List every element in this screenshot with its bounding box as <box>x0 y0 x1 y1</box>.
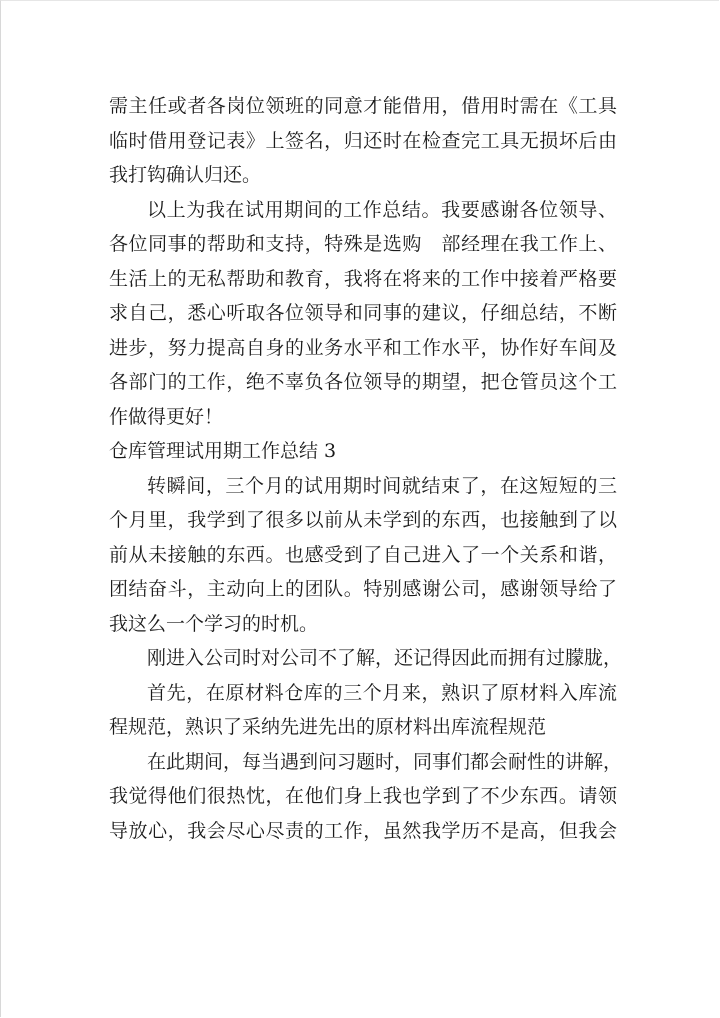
text-line: 各位同事的帮助和支持，特殊是选购 部经理在我工作上、 <box>109 233 617 255</box>
document-body <box>109 89 623 848</box>
text-line: 以上为我在试用期间的工作总结。我要感谢各位领导、 <box>147 198 617 221</box>
text-line: 首先，在原材料仓库的三个月来，熟识了原材料入库流 <box>147 681 617 704</box>
section-heading-text: 仓库管理试用期工作总结 3 <box>109 440 337 462</box>
text-line: 作做得更好！ <box>109 405 224 428</box>
text-line: 程规范，熟识了采纳先进先出的原材料出库流程规范 <box>109 716 547 738</box>
text-line: 生活上的无私帮助和教育，我将在将来的工作中接着严格要 <box>109 267 617 290</box>
text-line: 团结奋斗，主动向上的团队。特别感谢公司，感谢领导给了 <box>109 578 617 600</box>
section-heading <box>109 434 617 469</box>
paragraph <box>109 469 617 642</box>
text-line: 我打钩确认归还。 <box>109 164 262 186</box>
text-line: 需主任或者各岗位领班的同意才能借用，借用时需在《工具 <box>109 95 617 117</box>
text-line: 前从未接触的东西。也感受到了自己进入了一个关系和谐， <box>109 543 617 566</box>
text-line: 临时借用登记表》上签名，归还时在检查完工具无损坏后由 <box>109 129 617 152</box>
paragraph <box>109 193 617 435</box>
text-line: 各部门的工作，绝不辜负各位领导的期望，把仓管员这个工 <box>109 371 617 393</box>
text-line: 我这么一个学习的时机。 <box>109 612 319 635</box>
text-line: 个月里，我学到了很多以前从未学到的东西，也接触到了以 <box>109 509 617 531</box>
text-line: 求自己，悉心听取各位领导和同事的建议，仔细总结，不断 <box>109 302 617 324</box>
text-line: 导放心，我会尽心尽责的工作，虽然我学历不是高，但我会 <box>109 819 617 842</box>
paragraph <box>109 89 617 193</box>
paragraph <box>109 641 623 676</box>
text-line: 进步，努力提高自身的业务水平和工作水平，协作好车间及 <box>109 336 617 359</box>
text-line: 在此期间，每当遇到问习题时，同事们都会耐性的讲解， <box>147 750 623 773</box>
text-line: 我觉得他们很热忱，在他们身上我也学到了不少东西。请领 <box>109 785 617 807</box>
paragraph <box>109 745 623 849</box>
text-line: 转瞬间，三个月的试用期时间就结束了，在这短短的三 <box>147 474 617 497</box>
text-line: 刚进入公司时对公司不了解，还记得因此而拥有过朦胧， <box>147 647 623 669</box>
paragraph <box>109 676 617 745</box>
